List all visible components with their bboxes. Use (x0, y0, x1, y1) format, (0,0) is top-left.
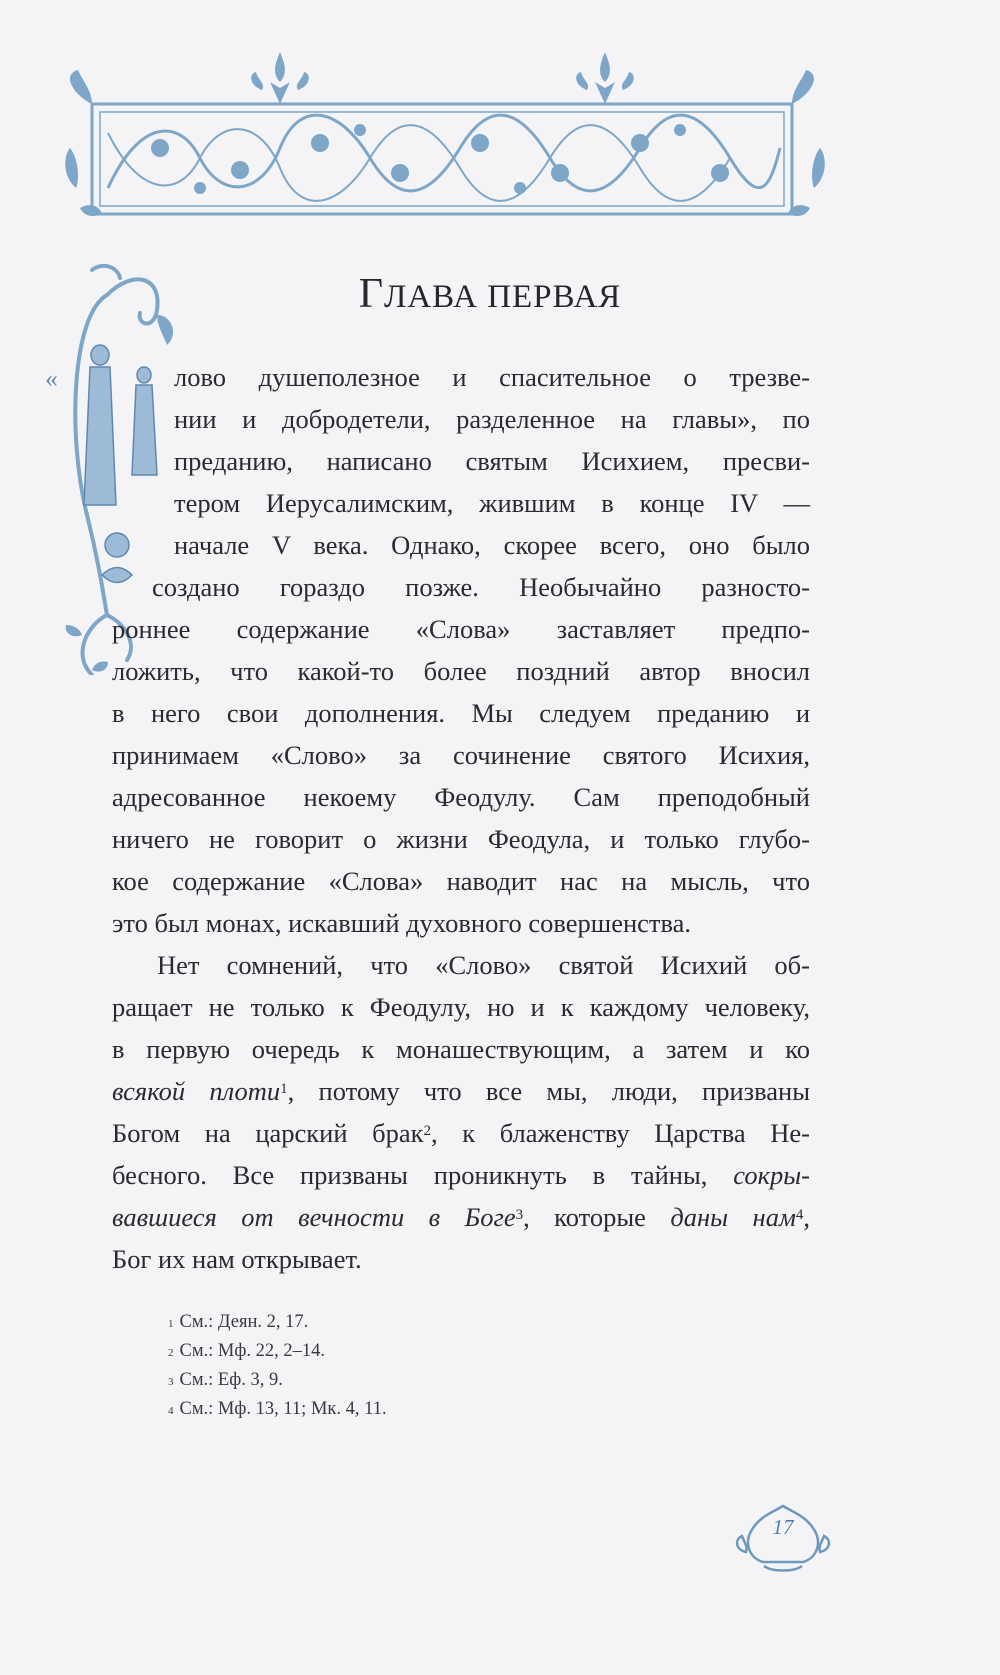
footnote (168, 1308, 387, 1337)
footnote-number: 1 (168, 1318, 174, 1330)
text-line (112, 608, 810, 650)
footnote-number: 4 (168, 1405, 174, 1417)
footnote-text: См.: Деян. 2, 17. (179, 1312, 309, 1332)
text-line (112, 902, 810, 944)
footnote-number: 3 (168, 1376, 174, 1388)
text-line (112, 650, 810, 692)
text-line (112, 440, 810, 482)
text-line (112, 524, 810, 566)
text-run: вавшиеся от вечности в Боге (112, 1202, 516, 1232)
text-line (112, 734, 810, 776)
text-line (112, 356, 810, 398)
text-run: Нет сомнений, что «Слово» святой Исихий об- (157, 950, 810, 980)
text-run: кое содержание «Слова» наводит нас на мысль, что (112, 866, 810, 896)
footnote-ref[interactable]: 2 (423, 1123, 432, 1139)
opening-quote-mark: « (45, 364, 58, 393)
text-line (112, 482, 810, 524)
text-run: даны нам (670, 1202, 796, 1232)
text-run: это был монах, искавший духовного совершенства. (112, 908, 692, 938)
headpiece-ornament-icon (50, 38, 888, 238)
footnote (168, 1366, 387, 1395)
footnote-ref[interactable]: 4 (795, 1207, 804, 1223)
text-run: тером Иерусалимским, жившим в конце IV — (174, 488, 810, 518)
text-line (112, 1196, 810, 1238)
chapter-title: ГЛАВА ПЕРВАЯ (358, 271, 622, 317)
footnote-text: См.: Мф. 22, 2–14. (179, 1341, 325, 1361)
text-run: , потому что все мы, люди, призваны (287, 1076, 811, 1106)
text-line (112, 1070, 810, 1112)
text-run: лово душеполезное и спасительное о трезве- (174, 362, 810, 392)
text-line (112, 776, 810, 818)
text-run: ращает не только к Феодулу, но и к каждому человеку, (112, 992, 810, 1022)
text-line (112, 1028, 810, 1070)
text-line (112, 1238, 810, 1280)
paragraph (112, 944, 810, 1280)
text-run: преданию, написано святым Исихием, пресви- (174, 446, 810, 476)
text-line (112, 860, 810, 902)
text-run: в него свои дополнения. Мы следуем преданию и (112, 698, 810, 728)
text-run: адресованное некоему Феодулу. Сам преподобный (112, 782, 810, 812)
footnote-text: См.: Мф. 13, 11; Мк. 4, 11. (179, 1399, 387, 1419)
text-line (112, 1154, 810, 1196)
text-run: начале V века. Однако, скорее всего, оно было (174, 530, 810, 560)
paragraph (112, 356, 810, 944)
footnote (168, 1395, 387, 1424)
text-run: роннее содержание «Слова» заставляет предпо- (112, 614, 810, 644)
page-number: 17 (772, 1515, 794, 1539)
text-run: ложить, что какой-то более поздний автор вносил (112, 656, 810, 686)
text-run: всякой плоти (112, 1076, 281, 1106)
text-line (112, 398, 810, 440)
footnotes (168, 1308, 387, 1424)
text-line (112, 566, 810, 608)
footnote-number: 2 (168, 1347, 174, 1359)
text-line (112, 692, 810, 734)
text-line (112, 944, 810, 986)
text-run: , к блаженству Царства Не- (431, 1118, 810, 1148)
footnote (168, 1337, 387, 1366)
text-line (112, 818, 810, 860)
footnote-text: См.: Еф. 3, 9. (179, 1370, 283, 1390)
text-run: Бог их нам открывает. (112, 1244, 362, 1274)
text-run: сокры- (733, 1160, 810, 1190)
text-run: ничего не говорит о жизни Феодула, и только глубо- (112, 824, 810, 854)
text-run: , (803, 1202, 810, 1232)
text-run: бесного. Все призваны проникнуть в тайны, (112, 1160, 734, 1190)
footnote-ref[interactable]: 1 (280, 1081, 288, 1097)
text-line (112, 1112, 810, 1154)
text-run: Богом на царский брак (112, 1118, 424, 1148)
text-run: принимаем «Слово» за сочинение святого Исихия, (112, 740, 810, 770)
text-run: нии и добродетели, разделенное на главы», по (174, 404, 810, 434)
text-run: создано гораздо позже. Необычайно разносто- (152, 572, 810, 602)
footnote-ref[interactable]: 3 (515, 1207, 524, 1223)
text-run: в первую очередь к монашествующим, а затем и ко (112, 1034, 810, 1064)
text-run: , которые (523, 1202, 671, 1232)
text-line (112, 986, 810, 1028)
